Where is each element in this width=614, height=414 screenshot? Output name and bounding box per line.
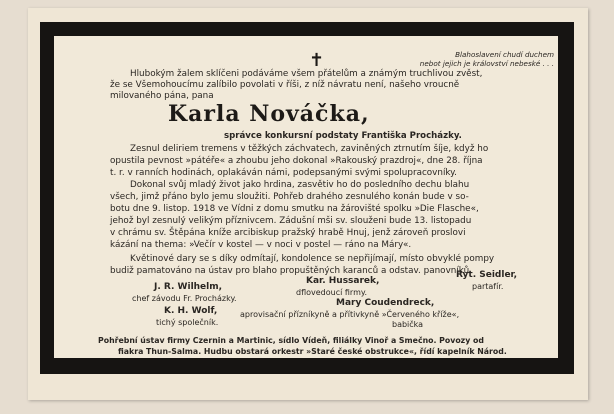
intro-line-2: že se Všemohoucímu zalíbilo povolati v říši, z níž návratu není, našeho vroucně <box>110 80 460 90</box>
body-line-5: všech, jimž přáno bylo jemu sloužiti. Pohřeb drahého zesnulého konán bude v so- <box>110 192 469 202</box>
footer-line-2: fiakra Thun-Salma. Hudbu obstará orkestr »Staré české obstrukce«, řídí kapelník Národ. <box>118 347 507 356</box>
mourning-border <box>40 22 574 374</box>
motto-line-2: nebot jejich je království nebeské . . . <box>419 59 554 68</box>
body-line-9: kázání na thema: »Večír v kostel — v noci v postel — ráno na Máry«. <box>110 240 412 250</box>
body-line-1: Zesnul deliriem tremens v těžkých záchvatech, zaviněných ztrnutím šíje, když ho <box>130 144 489 154</box>
body-line-10: Květinové dary se s díky odmítají, kondolence se nepřijímají, místo obvyklé pompy <box>130 254 495 264</box>
signatory-name: J. R. Wilhelm, <box>154 282 223 292</box>
body-line-11: budiž pamatováno na ústav pro blaho propuštěných karanců a odstav. panovníků. <box>110 266 472 276</box>
signatory-name: Kar. Hussarek, <box>306 276 380 286</box>
body-line-4: Dokonal svůj mladý život jako hrdina, zasvětiv ho do posledního dechu blahu <box>130 180 470 190</box>
signatory-role: tichý společník. <box>156 318 219 327</box>
signatory-name: Ryt. Seidler, <box>456 270 518 280</box>
body-line-7: jehož byl zesnulý velikým příznivcem. Zádušní mši sv. slouženi bude 13. listopadu <box>110 216 472 226</box>
body-line-8: v chrámu sv. Štěpána kníže arcibiskup pražský hrabě Hnuj, jenž zároveň proslovi <box>110 228 466 238</box>
signatory-role: partafír. <box>472 282 504 291</box>
deceased-title: správce konkursní podstaty Františka Procházky. <box>224 131 462 141</box>
body-line-3: t. r. v ranních hodinách, oplakáván námi, podepsanými svými spolupracovníky. <box>110 168 457 178</box>
body-line-6: botu dne 9. listop. 1918 ve Vídni z domu smutku na žárovišté spolku »Die Flasche«, <box>110 204 479 214</box>
cross-icon: ✝ <box>309 50 325 71</box>
deceased-name: Karla Nováčka, <box>168 101 370 127</box>
signatory-role: aprovisační přízníkyně a přítivkyně »Červeného kříže«, <box>240 310 460 319</box>
signatory-name: Mary Coudendreck, <box>336 298 435 308</box>
signatory-role: dflovedoucí firmy. <box>296 288 367 297</box>
signatory-role: babička <box>392 320 424 329</box>
intro-line-3: milovaného pána, pana <box>110 91 214 101</box>
motto-line-1: Blahoslavení chudí duchem <box>455 50 554 59</box>
footer-line-1: Pohřební ústav firmy Czernin a Martinic, sídlo Vídeň, filiálky Vinoř a Smečno. Povozy od <box>98 336 484 345</box>
notice-content <box>68 48 554 356</box>
intro-line-1: Hlubokým žalem sklíčeni podáváme všem přátelům a známým truchlivou zvěst, <box>130 69 483 79</box>
signatory-name: K. H. Wolf, <box>164 306 218 316</box>
signatory-role: chef závodu Fr. Procházky. <box>132 294 237 303</box>
body-line-2: opustila pevnost »pátéře« a zhoubu jeho dokonal »Rakouský prazdroj«, dne 28. října <box>110 156 483 166</box>
